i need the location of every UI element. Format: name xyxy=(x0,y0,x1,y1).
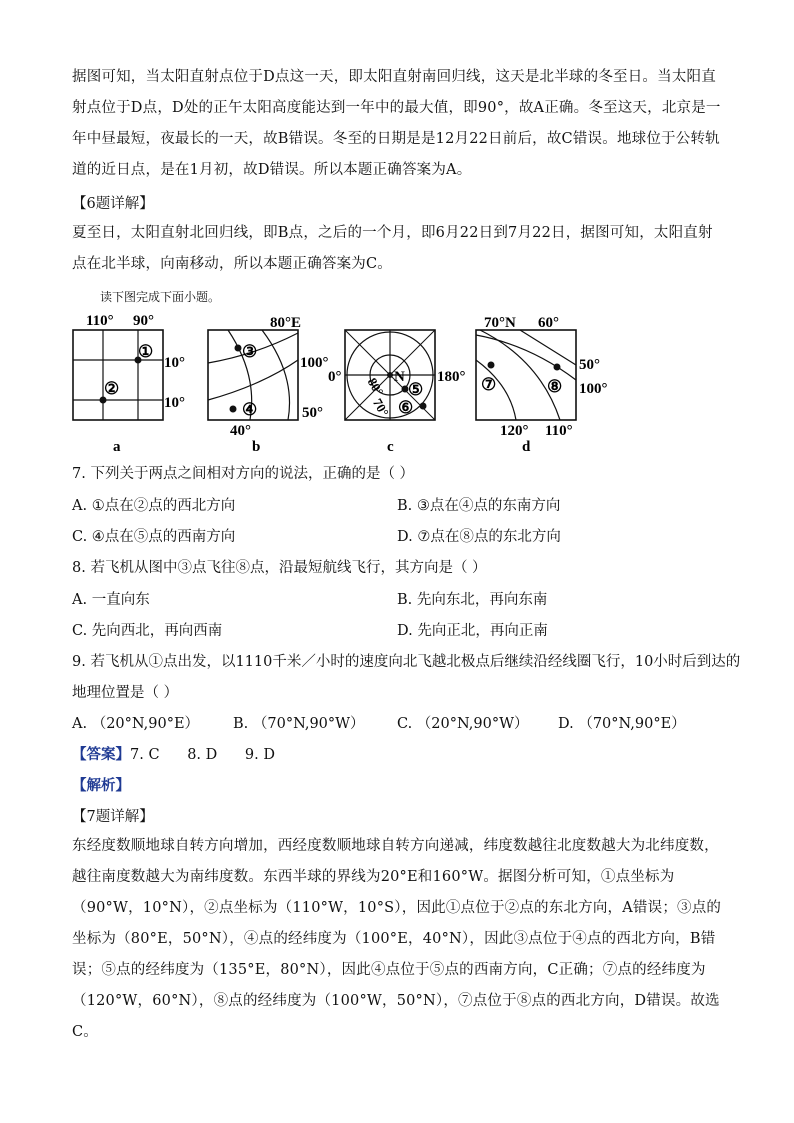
q8-option-b[interactable]: B. 先向东北，再向东南 xyxy=(397,592,548,608)
figure-b xyxy=(208,315,329,455)
point-5-label: ⑤ xyxy=(408,380,424,399)
fig-a-lat-upper: 10° xyxy=(164,355,185,371)
fig-c-lon-180: 180° xyxy=(437,369,466,385)
figure-caption: 读下图完成下面小题。 xyxy=(100,290,221,304)
fig-c-lon-0: 0° xyxy=(328,369,342,385)
point-2-label: ② xyxy=(104,379,120,398)
fig-a-lat-lower: 10° xyxy=(164,395,185,411)
q7-option-b[interactable]: B. ③点在④点的东南方向 xyxy=(397,498,561,514)
figure-d xyxy=(476,315,608,455)
q9-option-b[interactable]: B. （70°N,90°W） xyxy=(233,716,365,732)
fig-a-label: a xyxy=(113,439,121,455)
fig-d-lat-70n: 70°N xyxy=(484,315,516,331)
fig-c-north-pole: N xyxy=(394,369,405,385)
fig-a-lon-90: 90° xyxy=(133,313,154,329)
point-6-dot xyxy=(420,403,427,410)
q7-option-d[interactable]: D. ⑦点在⑧点的东北方向 xyxy=(397,529,561,545)
q8-option-c[interactable]: C. 先向西北，再向西南 xyxy=(72,623,223,639)
q7-option-a[interactable]: A. ①点在②点的西北方向 xyxy=(72,498,236,514)
point-1-label: ① xyxy=(138,342,154,361)
q7-stem: 7. 下列关于两点之间相对方向的说法，正确的是（ ） xyxy=(72,466,415,482)
q8-option-d[interactable]: D. 先向正北，再向正南 xyxy=(397,623,548,639)
q9-option-d[interactable]: D. （70°N,90°E） xyxy=(558,716,686,732)
q8-stem: 8. 若飞机从图中③点飞往⑧点，沿最短航线飞行，其方向是（ ） xyxy=(72,560,487,576)
fig-a-lon-110: 110° xyxy=(86,313,114,329)
q9-stem-line1: 9. 若飞机从①点出发，以1110千米／小时的速度向北飞越北极点后继续沿经线圈飞行，10小时后到达的 xyxy=(72,654,741,670)
point-8-label: ⑧ xyxy=(547,377,563,396)
fig-d-lon-110: 110° xyxy=(545,423,573,439)
figure-c xyxy=(328,330,466,455)
q6-heading: 【6题详解】 xyxy=(72,196,154,212)
q7-heading: 【7题详解】 xyxy=(72,809,154,825)
fig-d-lat-60: 60° xyxy=(538,315,559,331)
q7-explanation: 东经度数顺地球自转方向增加，西经度数顺地球自转方向递减，纬度数越往北度数越大为北纬度数，越往南度数越大为南纬度数。东西半球的界线为20°E和160°W。据图分析可知，①点坐标为（90°W，10°N），②点坐标为（110°W，10°S），因此①点位于②点的东北方向，A错误；③点的坐标为（80°E，50°N），④点的经纬度为（100°E，40°N），因此③点位于④点的西北方向，B错误；⑤点的经纬度为（135°E，80°N），因此④点位于⑤点的西南方向，C正确；⑦点的经纬度为（120°W，60°N），⑧点的经纬度为（100°W，50°N），⑦点位于⑧点的西北方向，D错误。故选C。 xyxy=(72,838,722,1040)
fig-d-lon-100: 100° xyxy=(579,381,608,397)
q7-option-c[interactable]: C. ④点在⑤点的西南方向 xyxy=(72,529,236,545)
answer-values: 7. C 8. D 9. D xyxy=(130,747,275,763)
answer-row xyxy=(72,743,275,764)
q9-stem-line2: 地理位置是（ ） xyxy=(72,685,179,701)
point-4-label: ④ xyxy=(242,400,258,419)
fig-c-lat-80: 80° xyxy=(364,375,387,399)
point-3-label: ③ xyxy=(242,342,258,361)
point-4-dot xyxy=(230,406,237,413)
fig-c-lat-70: 70° xyxy=(369,395,392,420)
answer-label: 【答案】 xyxy=(72,746,130,763)
fig-c-label: c xyxy=(387,439,394,455)
fig-d-lon-120: 120° xyxy=(500,423,529,439)
point-3-dot xyxy=(235,345,242,352)
point-7-label: ⑦ xyxy=(481,375,497,394)
point-6-label: ⑥ xyxy=(398,398,414,417)
fig-b-lat-50: 50° xyxy=(302,405,323,421)
point-7-dot xyxy=(488,362,495,369)
q6-explanation: 夏至日，太阳直射北回归线，即B点，之后的一个月，即6月22日到7月22日，据图可知，太阳直射点在北半球，向南移动，所以本题正确答案为C。 xyxy=(72,225,713,272)
fig-b-label: b xyxy=(252,439,261,455)
fig-b-lon-80e: 80°E xyxy=(270,315,302,331)
fig-b-lat-40: 40° xyxy=(230,423,251,439)
intro-paragraph: 据图可知，当太阳直射点位于D点这一天，即太阳直射南回归线，这天是北半球的冬至日。当太阳直射点位于D点，D处的正午太阳高度能达到一年中的最大值，即90°，故A正确。冬至这天，北京是一年中昼最短，夜最长的一天，故B错误。冬至的日期是是12月22日前后，故C错误。地球位于公转轨道的近日点，是在1月初，故D错误。所以本题正确答案为A。 xyxy=(72,69,721,178)
q8-option-a[interactable]: A. 一直向东 xyxy=(72,592,150,608)
map-figures xyxy=(0,305,794,475)
figure-a xyxy=(73,313,185,455)
q9-option-c[interactable]: C. （20°N,90°W） xyxy=(397,716,529,732)
analysis-label: 【解析】 xyxy=(72,777,130,794)
q9-option-a[interactable]: A. （20°N,90°E） xyxy=(72,716,200,732)
fig-d-label: d xyxy=(522,439,531,455)
fig-d-lat-50: 50° xyxy=(579,357,600,373)
fig-b-lon-100: 100° xyxy=(300,355,329,371)
point-8-dot xyxy=(554,364,561,371)
